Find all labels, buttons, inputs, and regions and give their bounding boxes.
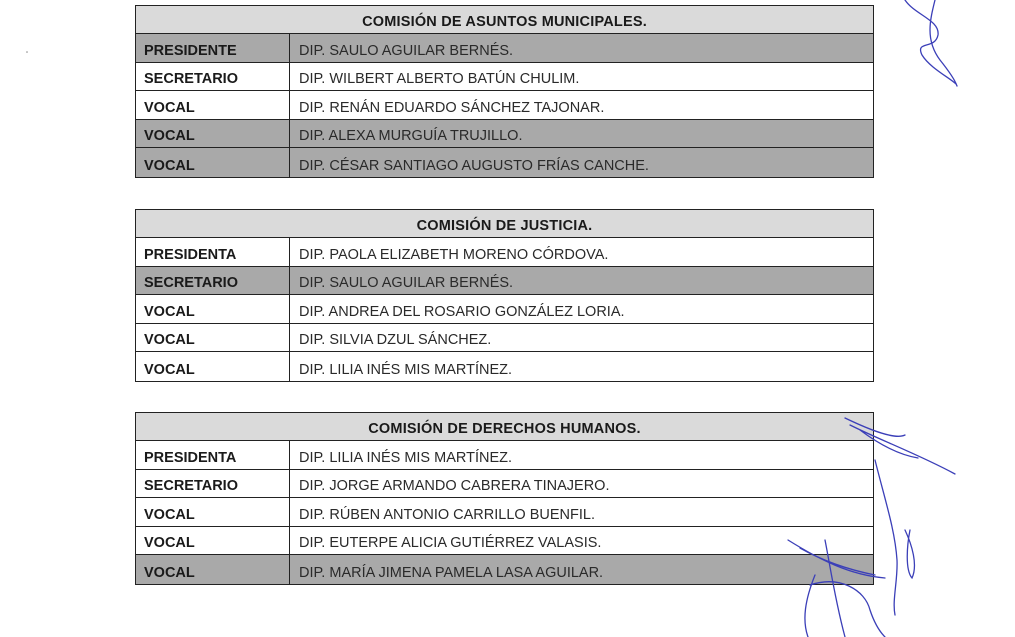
member-cell: DIP. SAULO AGUILAR BERNÉS. bbox=[299, 275, 514, 292]
table-row bbox=[136, 441, 873, 470]
table-row bbox=[136, 91, 873, 120]
table-row bbox=[136, 120, 873, 149]
member-cell: DIP. PAOLA ELIZABETH MORENO CÓRDOVA. bbox=[299, 246, 609, 263]
table-row bbox=[136, 63, 873, 92]
role-cell: VOCAL bbox=[136, 91, 290, 119]
role-cell: VOCAL bbox=[136, 324, 290, 352]
committee-table-derechos-humanos bbox=[135, 412, 874, 585]
table-row bbox=[136, 324, 873, 353]
member-cell: DIP. JORGE ARMANDO CABRERA TINAJERO. bbox=[299, 478, 610, 495]
role-cell: VOCAL bbox=[136, 352, 290, 381]
member-cell: DIP. RÚBEN ANTONIO CARRILLO BUENFIL. bbox=[299, 506, 595, 523]
member-cell: DIP. RENÁN EDUARDO SÁNCHEZ TAJONAR. bbox=[299, 99, 605, 116]
member-cell: DIP. CÉSAR SANTIAGO AUGUSTO FRÍAS CANCHE. bbox=[299, 157, 649, 174]
role-cell: VOCAL bbox=[136, 498, 290, 526]
table-row bbox=[136, 267, 873, 296]
table-row bbox=[136, 34, 873, 63]
table-row bbox=[136, 470, 873, 499]
member-cell: DIP. MARÍA JIMENA PAMELA LASA AGUILAR. bbox=[299, 564, 604, 581]
member-cell: DIP. ALEXA MURGUÍA TRUJILLO. bbox=[299, 128, 523, 145]
role-cell: PRESIDENTA bbox=[136, 441, 290, 469]
table-row bbox=[136, 527, 873, 556]
role-cell: VOCAL bbox=[136, 295, 290, 323]
member-cell: DIP. WILBERT ALBERTO BATÚN CHULIM. bbox=[299, 71, 580, 88]
table-row bbox=[136, 352, 873, 381]
table-row bbox=[136, 238, 873, 267]
committee-table-asuntos-municipales bbox=[135, 5, 874, 178]
member-cell: DIP. ANDREA DEL ROSARIO GONZÁLEZ LORIA. bbox=[299, 303, 625, 320]
role-cell: SECRETARIO bbox=[136, 470, 290, 498]
member-cell: DIP. EUTERPE ALICIA GUTIÉRREZ VALASIS. bbox=[299, 535, 602, 552]
committee-table-justicia bbox=[135, 209, 874, 382]
member-cell: DIP. LILIA INÉS MIS MARTÍNEZ. bbox=[299, 449, 512, 466]
member-cell: DIP. SILVIA DZUL SÁNCHEZ. bbox=[299, 332, 492, 349]
member-cell: DIP. LILIA INÉS MIS MARTÍNEZ. bbox=[299, 361, 512, 378]
member-cell: DIP. SAULO AGUILAR BERNÉS. bbox=[299, 42, 514, 59]
committee-title: COMISIÓN DE JUSTICIA. bbox=[136, 210, 873, 238]
signature-top-right bbox=[905, 0, 957, 86]
table-row bbox=[136, 555, 873, 584]
committee-title: COMISIÓN DE DERECHOS HUMANOS. bbox=[136, 413, 873, 441]
speck-mark bbox=[26, 51, 28, 53]
role-cell: VOCAL bbox=[136, 120, 290, 148]
role-cell: VOCAL bbox=[136, 527, 290, 555]
table-row bbox=[136, 148, 873, 177]
table-row bbox=[136, 295, 873, 324]
role-cell: SECRETARIO bbox=[136, 63, 290, 91]
role-cell: VOCAL bbox=[136, 148, 290, 177]
table-row bbox=[136, 498, 873, 527]
role-cell: PRESIDENTA bbox=[136, 238, 290, 266]
committee-title: COMISIÓN DE ASUNTOS MUNICIPALES. bbox=[136, 6, 873, 34]
role-cell: SECRETARIO bbox=[136, 267, 290, 295]
role-cell: VOCAL bbox=[136, 555, 290, 584]
role-cell: PRESIDENTE bbox=[136, 34, 290, 62]
